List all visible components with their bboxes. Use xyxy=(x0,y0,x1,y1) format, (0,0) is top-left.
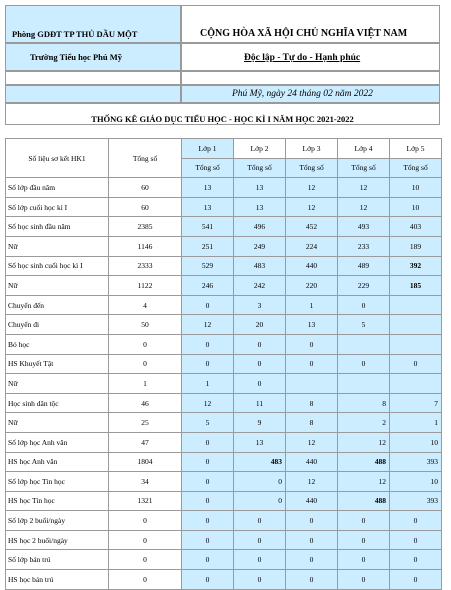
table-row xyxy=(6,511,442,531)
grade-cell-1: 0 xyxy=(182,354,234,374)
row-label: Học sinh dân tộc xyxy=(6,393,109,413)
grade-cell-4: 0 xyxy=(338,295,390,315)
grade-cell-2: 242 xyxy=(234,276,286,296)
grade-cell-2: 249 xyxy=(234,236,286,256)
grade-cell-5: 0 xyxy=(390,570,442,590)
subheader-total-4: Tổng số xyxy=(338,158,390,178)
grade-cell-1: 0 xyxy=(182,295,234,315)
grade-cell-5 xyxy=(390,374,442,394)
grade-cell-5 xyxy=(390,315,442,335)
row-total: 46 xyxy=(109,393,182,413)
row-label: Số lớp học Tin học xyxy=(6,472,109,492)
grade-cell-5: 10 xyxy=(390,472,442,492)
row-label: Chuyển đi xyxy=(6,315,109,335)
grade-cell-4: 0 xyxy=(338,530,390,550)
grade-cell-2: 0 xyxy=(234,334,286,354)
table-row xyxy=(6,354,442,374)
row-label: HS Khuyết Tật xyxy=(6,354,109,374)
grade-cell-3: 0 xyxy=(286,354,338,374)
row-total: 1122 xyxy=(109,276,182,296)
grade-cell-2: 0 xyxy=(234,374,286,394)
grade-cell-3: 440 xyxy=(286,452,338,472)
grade-cell-1: 0 xyxy=(182,432,234,452)
row-total: 0 xyxy=(109,550,182,570)
row-label: HS học Anh văn xyxy=(6,452,109,472)
row-label: Số lớp bán trú xyxy=(6,550,109,570)
row-label: Nữ xyxy=(6,276,109,296)
row-label: Số lớp cuối học kì I xyxy=(6,197,109,217)
grade-cell-4: 229 xyxy=(338,276,390,296)
grade-cell-2: 0 xyxy=(234,511,286,531)
table-row xyxy=(6,178,442,198)
row-total: 34 xyxy=(109,472,182,492)
grade-cell-1: 541 xyxy=(182,217,234,237)
grade-header-4: Lớp 4 xyxy=(338,139,390,159)
grade-cell-4: 489 xyxy=(338,256,390,276)
grade-cell-4: 12 xyxy=(338,197,390,217)
grade-cell-3: 12 xyxy=(286,197,338,217)
motto: Độc lập - Tự do - Hạnh phúc xyxy=(244,53,361,63)
grade-cell-1: 0 xyxy=(182,491,234,511)
grade-cell-2: 0 xyxy=(234,570,286,590)
row-label: Bỏ học xyxy=(6,334,109,354)
column-header-total: Tổng số xyxy=(109,139,182,178)
grade-cell-2: 3 xyxy=(234,295,286,315)
table-row xyxy=(6,236,442,256)
table-row xyxy=(6,491,442,511)
grade-cell-5: 392 xyxy=(390,256,442,276)
grade-cell-5: 0 xyxy=(390,511,442,531)
grade-cell-1: 0 xyxy=(182,570,234,590)
grade-cell-3: 0 xyxy=(286,511,338,531)
grade-cell-4: 0 xyxy=(338,570,390,590)
table-row xyxy=(6,393,442,413)
table-row xyxy=(6,256,442,276)
grade-cell-2: 11 xyxy=(234,393,286,413)
grade-cell-4: 233 xyxy=(338,236,390,256)
row-total: 4 xyxy=(109,295,182,315)
report-title: THỐNG KÊ GIÁO DỤC TIỂU HỌC - HỌC KÌ I NĂM HỌC 2021-2022 xyxy=(91,114,354,124)
row-label: Số lớp đầu năm xyxy=(6,178,109,198)
table-row xyxy=(6,432,442,452)
grade-cell-3: 440 xyxy=(286,491,338,511)
grade-cell-2: 20 xyxy=(234,315,286,335)
row-label: HS học bán trú xyxy=(6,570,109,590)
grade-cell-1: 12 xyxy=(182,315,234,335)
grade-cell-2: 9 xyxy=(234,413,286,433)
grade-cell-5: 0 xyxy=(390,354,442,374)
grade-cell-4: 493 xyxy=(338,217,390,237)
table-row xyxy=(6,452,442,472)
row-total: 1 xyxy=(109,374,182,394)
grade-cell-1: 0 xyxy=(182,511,234,531)
table-row xyxy=(6,276,442,296)
grade-cell-4: 2 xyxy=(338,413,390,433)
row-total: 0 xyxy=(109,511,182,531)
grade-header-2: Lớp 2 xyxy=(234,139,286,159)
row-total: 1804 xyxy=(109,452,182,472)
grade-cell-4: 0 xyxy=(338,354,390,374)
row-total: 0 xyxy=(109,334,182,354)
grade-cell-5: 10 xyxy=(390,432,442,452)
grade-cell-5: 393 xyxy=(390,452,442,472)
grade-cell-2: 0 xyxy=(234,550,286,570)
grade-cell-5: 393 xyxy=(390,491,442,511)
row-label: Nữ xyxy=(6,236,109,256)
row-label: Chuyển đến xyxy=(6,295,109,315)
table-row xyxy=(6,197,442,217)
table-row xyxy=(6,295,442,315)
grade-cell-4: 5 xyxy=(338,315,390,335)
grade-cell-4: 0 xyxy=(338,511,390,531)
grade-cell-1: 13 xyxy=(182,197,234,217)
department-name: Phòng GDĐT TP THỦ DẦU MỘT xyxy=(12,29,138,39)
grade-header-5: Lớp 5 xyxy=(390,139,442,159)
row-label: Nữ xyxy=(6,413,109,433)
grade-cell-5: 185 xyxy=(390,276,442,296)
grade-cell-5: 1 xyxy=(390,413,442,433)
table-header-row xyxy=(6,139,442,159)
department-cell xyxy=(5,5,181,43)
grade-cell-3: 0 xyxy=(286,334,338,354)
grade-cell-5: 403 xyxy=(390,217,442,237)
table-row xyxy=(6,315,442,335)
row-total: 0 xyxy=(109,354,182,374)
grade-cell-5: 189 xyxy=(390,236,442,256)
grade-cell-4: 0 xyxy=(338,550,390,570)
grade-cell-4: 8 xyxy=(338,393,390,413)
grade-cell-5: 0 xyxy=(390,530,442,550)
grade-cell-2: 483 xyxy=(234,256,286,276)
grade-cell-1: 0 xyxy=(182,452,234,472)
grade-cell-4: 488 xyxy=(338,452,390,472)
blank-right-cell xyxy=(181,71,440,85)
grade-cell-1: 5 xyxy=(182,413,234,433)
grade-cell-2: 496 xyxy=(234,217,286,237)
grade-cell-2: 0 xyxy=(234,491,286,511)
grade-cell-3: 8 xyxy=(286,413,338,433)
grade-cell-2: 483 xyxy=(234,452,286,472)
grade-cell-2: 0 xyxy=(234,472,286,492)
row-total: 50 xyxy=(109,315,182,335)
grade-cell-3: 12 xyxy=(286,178,338,198)
grade-cell-3: 12 xyxy=(286,472,338,492)
table-row xyxy=(6,217,442,237)
grade-cell-5: 7 xyxy=(390,393,442,413)
subheader-total-5: Tổng số xyxy=(390,158,442,178)
row-total: 60 xyxy=(109,197,182,217)
date-cell xyxy=(181,85,440,103)
grade-cell-3 xyxy=(286,374,338,394)
grade-cell-1: 12 xyxy=(182,393,234,413)
grade-cell-1: 0 xyxy=(182,530,234,550)
country-name: CỘNG HÒA XÃ HỘI CHỦ NGHĨA VIỆT NAM xyxy=(200,28,408,39)
table-row xyxy=(6,413,442,433)
school-cell xyxy=(5,43,181,71)
grade-cell-4: 12 xyxy=(338,432,390,452)
blank-blue-cell xyxy=(5,85,181,103)
grade-cell-1: 13 xyxy=(182,178,234,198)
grade-cell-5 xyxy=(390,334,442,354)
subheader-total-1: Tổng số xyxy=(182,158,234,178)
grade-header-3: Lớp 3 xyxy=(286,139,338,159)
grade-cell-1: 0 xyxy=(182,472,234,492)
grade-cell-1: 1 xyxy=(182,374,234,394)
table-row xyxy=(6,472,442,492)
table-row xyxy=(6,530,442,550)
row-label: Số học sinh cuối học kì I xyxy=(6,256,109,276)
row-total: 2333 xyxy=(109,256,182,276)
grade-cell-1: 0 xyxy=(182,550,234,570)
grade-cell-3: 1 xyxy=(286,295,338,315)
grade-cell-2: 13 xyxy=(234,197,286,217)
grade-cell-3: 220 xyxy=(286,276,338,296)
grade-header-1: Lớp 1 xyxy=(182,139,234,159)
grade-cell-3: 224 xyxy=(286,236,338,256)
grade-cell-4: 488 xyxy=(338,491,390,511)
row-total: 0 xyxy=(109,570,182,590)
row-total: 1321 xyxy=(109,491,182,511)
row-label: HS học Tin học xyxy=(6,491,109,511)
grade-cell-4: 12 xyxy=(338,472,390,492)
grade-cell-5: 10 xyxy=(390,197,442,217)
grade-cell-3: 440 xyxy=(286,256,338,276)
grade-cell-3: 452 xyxy=(286,217,338,237)
report-date: Phú Mỹ, ngày 24 tháng 02 năm 2022 xyxy=(232,89,373,99)
table-body xyxy=(6,178,442,589)
row-total: 0 xyxy=(109,530,182,550)
subheader-total-2: Tổng số xyxy=(234,158,286,178)
grade-cell-1: 246 xyxy=(182,276,234,296)
grade-cell-2: 0 xyxy=(234,354,286,374)
school-name: Trường Tiểu học Phú Mỹ xyxy=(30,52,122,62)
grade-cell-5: 0 xyxy=(390,550,442,570)
row-label: Số lớp học Anh văn xyxy=(6,432,109,452)
table-row xyxy=(6,570,442,590)
table-row xyxy=(6,334,442,354)
row-label: Số lớp 2 buổi/ngày xyxy=(6,511,109,531)
grade-cell-1: 251 xyxy=(182,236,234,256)
grade-cell-5: 10 xyxy=(390,178,442,198)
grade-cell-1: 529 xyxy=(182,256,234,276)
grade-cell-3: 12 xyxy=(286,432,338,452)
column-header-label: Số liệu sơ kết HK1 xyxy=(6,139,109,178)
grade-cell-2: 13 xyxy=(234,432,286,452)
row-label: Số học sinh đầu năm xyxy=(6,217,109,237)
blank-cell xyxy=(5,71,181,85)
row-total: 60 xyxy=(109,178,182,198)
subheader-total-3: Tổng số xyxy=(286,158,338,178)
grade-cell-4: 12 xyxy=(338,178,390,198)
row-label: Nữ xyxy=(6,374,109,394)
grade-cell-4 xyxy=(338,334,390,354)
grade-cell-3: 8 xyxy=(286,393,338,413)
row-total: 1146 xyxy=(109,236,182,256)
grade-cell-1: 0 xyxy=(182,334,234,354)
grade-cell-5 xyxy=(390,295,442,315)
row-label: HS học 2 buổi/ngày xyxy=(6,530,109,550)
row-total: 2385 xyxy=(109,217,182,237)
table-row xyxy=(6,550,442,570)
title-cell xyxy=(5,103,440,125)
motto-cell xyxy=(181,43,440,71)
report-sheet xyxy=(5,5,440,125)
grade-cell-3: 13 xyxy=(286,315,338,335)
country-cell xyxy=(181,5,440,43)
grade-cell-2: 13 xyxy=(234,178,286,198)
stats-table xyxy=(5,138,442,590)
row-total: 47 xyxy=(109,432,182,452)
report-header xyxy=(5,5,440,125)
grade-cell-4 xyxy=(338,374,390,394)
grade-cell-3: 0 xyxy=(286,530,338,550)
grade-cell-2: 0 xyxy=(234,530,286,550)
row-total: 25 xyxy=(109,413,182,433)
grade-cell-3: 0 xyxy=(286,570,338,590)
grade-cell-3: 0 xyxy=(286,550,338,570)
table-row xyxy=(6,374,442,394)
